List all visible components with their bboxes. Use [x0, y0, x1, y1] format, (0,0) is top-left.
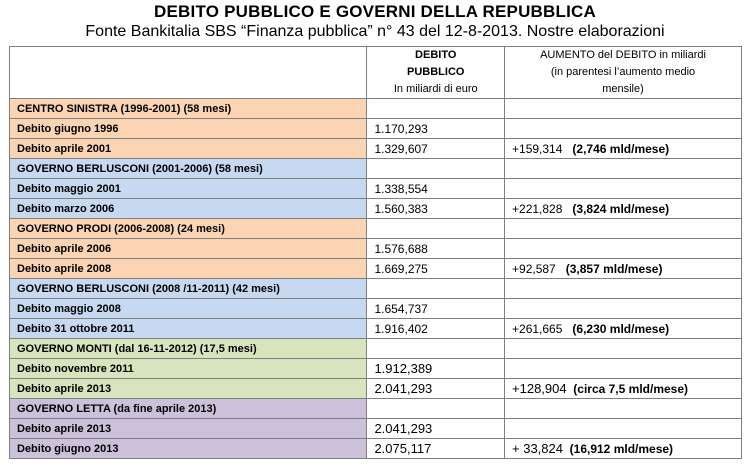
row-label: Debito giugno 1996	[10, 119, 367, 139]
table-row	[10, 359, 742, 379]
header-increase-line3: mensile)	[602, 83, 644, 95]
row-debt: 2.041,293	[367, 419, 505, 439]
row-increase-cell	[505, 199, 742, 219]
table-row	[10, 439, 742, 459]
row-label: Debito aprile 2008	[10, 259, 367, 279]
row-label: Debito 31 ottobre 2011	[10, 319, 367, 339]
row-increase: + 33,824	[512, 441, 563, 456]
row-increase: +128,904	[512, 381, 567, 396]
row-debt: 1.654,737	[367, 299, 505, 319]
row-debt: 1.912,389	[367, 359, 505, 379]
row-label: Debito giugno 2013	[10, 439, 367, 459]
row-debt: 1.669,275	[367, 259, 505, 279]
page-subtitle: Fonte Bankitalia SBS “Finanza pubblica” n° 43 del 12-8-2013. Nostre elaborazioni	[85, 23, 665, 40]
row-label: Debito maggio 2001	[10, 179, 367, 199]
row-debt: 1.576,688	[367, 239, 505, 259]
row-monthly: (16,912 mld/mese)	[569, 442, 674, 456]
row-increase: +92,587	[512, 261, 556, 276]
row-increase-cell	[505, 379, 742, 399]
row-label: Debito novembre 2011	[10, 359, 367, 379]
group-name: GOVERNO MONTI (dal 16-11-2012) (17,5 mesi)	[10, 339, 367, 359]
row-increase-cell	[505, 259, 742, 279]
header-debt-line2: PUBBLICO	[407, 66, 465, 78]
header-empty-cell	[10, 47, 367, 99]
group-row	[10, 279, 742, 299]
header-increase-cell	[505, 47, 742, 99]
table-header-row	[10, 47, 742, 99]
row-increase: +159,314	[512, 141, 563, 156]
row-label: Debito aprile 2013	[10, 379, 367, 399]
table-row	[10, 239, 742, 259]
group-name: GOVERNO BERLUSCONI (2008 /11-2011) (42 mesi)	[10, 279, 367, 299]
table-row	[10, 139, 742, 159]
row-monthly: (6,230 mld/mese)	[572, 321, 670, 336]
row-debt: 2.041,293	[367, 379, 505, 399]
row-increase: +221,828	[512, 201, 563, 216]
header-debt-cell	[367, 47, 505, 99]
row-monthly: (2,746 mld/mese)	[572, 141, 670, 156]
table-row	[10, 119, 742, 139]
debt-table	[9, 46, 742, 459]
row-increase-cell	[505, 319, 742, 339]
table-row	[10, 259, 742, 279]
table-row	[10, 199, 742, 219]
row-debt: 1.916,402	[367, 319, 505, 339]
group-name: GOVERNO LETTA (da fine aprile 2013)	[10, 399, 367, 419]
row-label: Debito maggio 2008	[10, 299, 367, 319]
group-name: CENTRO SINISTRA (1996-2001) (58 mesi)	[10, 99, 367, 119]
group-row	[10, 339, 742, 359]
row-debt: 1.338,554	[367, 179, 505, 199]
header-increase-line2: (in parentesi l’aumento medio	[550, 66, 696, 78]
row-label: Debito aprile 2001	[10, 139, 367, 159]
group-name: GOVERNO PRODI (2006-2008) (24 mesi)	[10, 219, 367, 239]
group-row	[10, 399, 742, 419]
page-title: DEBITO PUBBLICO E GOVERNI DELLA REPUBBLICA	[154, 2, 596, 21]
table-row	[10, 379, 742, 399]
header-debt-line3: In miliardi di euro	[393, 83, 478, 95]
row-monthly: (circa 7,5 mld/mese)	[573, 382, 689, 396]
row-label: Debito aprile 2006	[10, 239, 367, 259]
row-debt: 2.075,117	[367, 439, 505, 459]
row-label: Debito marzo 2006	[10, 199, 367, 219]
group-row	[10, 99, 742, 119]
table-row	[10, 319, 742, 339]
group-row	[10, 159, 742, 179]
row-debt: 1.329,607	[367, 139, 505, 159]
table-row	[10, 299, 742, 319]
table-row	[10, 179, 742, 199]
header-increase-line1: AUMENTO del DEBITO in miliardi	[540, 49, 706, 61]
row-increase: +261,665	[512, 321, 563, 336]
group-row	[10, 219, 742, 239]
table-row	[10, 419, 742, 439]
row-label: Debito aprile 2013	[10, 419, 367, 439]
row-monthly: (3,857 mld/mese)	[565, 261, 663, 276]
header-debt-line1: DEBITO	[415, 49, 457, 61]
row-increase-cell	[505, 139, 742, 159]
group-name: GOVERNO BERLUSCONI (2001-2006) (58 mesi)	[10, 159, 367, 179]
row-monthly: (3,824 mld/mese)	[572, 201, 670, 216]
row-debt: 1.560,383	[367, 199, 505, 219]
row-debt: 1.170,293	[367, 119, 505, 139]
row-increase-cell	[505, 439, 742, 459]
